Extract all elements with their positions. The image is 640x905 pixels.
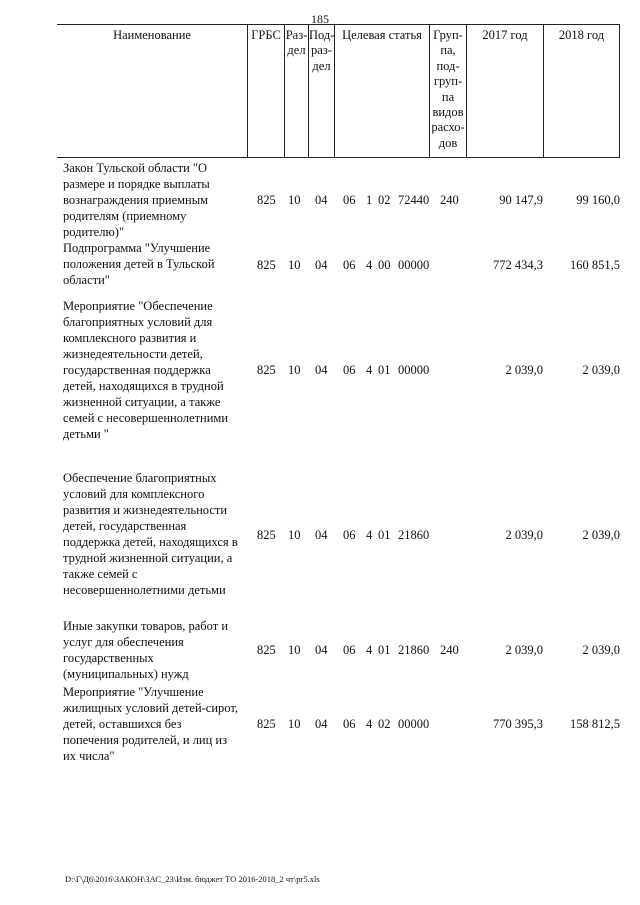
header-group-line: па	[441, 89, 455, 104]
row-name-line: комплексного развития и	[63, 331, 197, 345]
header-razdel-line: дел	[287, 43, 306, 58]
header-name-text: Наименование	[113, 28, 191, 42]
header-group-line: груп-	[433, 74, 463, 89]
header-podrazdel	[308, 25, 334, 157]
header-podrazdel-line: Под-	[309, 28, 335, 42]
row-name-line: Мероприятие "Обеспечение	[63, 299, 213, 313]
header-group	[429, 25, 466, 157]
row-name	[63, 298, 246, 442]
row-name-line: поддержка детей, находящихся в	[63, 535, 238, 549]
row-2018-value: 160 851,5	[570, 258, 620, 272]
row-name-line: размере и порядке выплаты	[63, 177, 210, 191]
row-target-program: 06	[343, 193, 356, 207]
header-grbs-text: ГРБС	[251, 28, 281, 42]
file-path-footer: D:\Г\Д6\2016\ЗАКОН\ЗАС_23\Изм. бюджет ТО 2016-2018_2 чт\pr5.xls	[65, 874, 320, 884]
row-target-program: 06	[343, 528, 356, 542]
header-podrazdel-line: раз-	[311, 43, 332, 58]
row-target-subprogram: 1	[366, 193, 373, 207]
row-podrazdel: 04	[315, 193, 328, 207]
header-2017	[466, 25, 543, 157]
row-name-line: детей, находящихся в трудной	[63, 379, 224, 393]
header-razdel	[284, 25, 308, 157]
row-name-line: жилищных условий детей-сирот,	[63, 701, 239, 715]
row-2018-value: 2 039,0	[582, 528, 620, 542]
row-target-code: 00000	[398, 717, 430, 731]
row-name-line: Мероприятие "Улучшение	[63, 685, 204, 699]
row-group: 240	[440, 193, 459, 207]
header-razdel-line: Раз-	[285, 28, 308, 42]
row-name-line: вознаграждения приемным	[63, 193, 209, 207]
row-2018-value: 2 039,0	[582, 363, 620, 377]
row-name-line: родителю)"	[63, 225, 125, 239]
row-2017-value: 770 395,3	[493, 717, 543, 731]
row-target-code: 00000	[398, 258, 430, 272]
row-podrazdel: 04	[315, 643, 328, 657]
header-target-text: Целевая статья	[342, 28, 422, 42]
row-razdel: 10	[288, 363, 301, 377]
row-name-line: области"	[63, 273, 110, 287]
row-name-line: также семей с	[63, 567, 138, 581]
row-name-line: их числа"	[63, 749, 115, 763]
row-2018-value: 99 160,0	[576, 193, 620, 207]
row-grbs: 825	[257, 258, 276, 272]
header-2017-text: 2017 год	[482, 28, 528, 42]
header-target	[334, 25, 429, 157]
row-name	[63, 240, 246, 288]
row-target-event: 00	[378, 258, 391, 272]
row-target-subprogram: 4	[366, 717, 373, 731]
row-target-event: 02	[378, 193, 391, 207]
row-grbs: 825	[257, 193, 276, 207]
row-target-subprogram: 4	[366, 643, 373, 657]
row-razdel: 10	[288, 643, 301, 657]
row-podrazdel: 04	[315, 363, 328, 377]
row-name-line: жизненной ситуации, а также	[63, 395, 221, 409]
header-name	[57, 25, 247, 157]
row-name-line: Подпрограмма "Улучшение	[63, 241, 211, 255]
row-target-code: 21860	[398, 643, 430, 657]
header-group-line: дов	[438, 135, 458, 150]
row-name-line: попечения родителей, и лиц из	[63, 733, 228, 747]
header-group-line: па,	[440, 43, 456, 58]
row-target-program: 06	[343, 258, 356, 272]
row-target-program: 06	[343, 717, 356, 731]
row-name	[63, 618, 246, 682]
row-target-program: 06	[343, 643, 356, 657]
row-name-line: Закон Тульской области "О	[63, 161, 208, 175]
row-razdel: 10	[288, 193, 301, 207]
row-name-line: родителям (приемному	[63, 209, 187, 223]
row-name-line: детей, государственная	[63, 519, 187, 533]
row-2017-value: 2 039,0	[505, 363, 543, 377]
row-name-line: благоприятных условий для	[63, 315, 213, 329]
row-razdel: 10	[288, 717, 301, 731]
row-name-line: положения детей в Тульской	[63, 257, 215, 271]
row-grbs: 825	[257, 363, 276, 377]
row-name-line: услуг для обеспечения	[63, 635, 184, 649]
row-name-line: (муниципальных) нужд	[63, 667, 189, 681]
header-group-line: Груп-	[433, 28, 463, 42]
row-name-line: семей с несовершеннолетними	[63, 411, 229, 425]
row-target-event: 01	[378, 528, 391, 542]
row-group: 240	[440, 643, 459, 657]
row-target-code: 00000	[398, 363, 430, 377]
row-podrazdel: 04	[315, 528, 328, 542]
page-number: 185	[311, 12, 329, 26]
row-grbs: 825	[257, 528, 276, 542]
row-target-subprogram: 4	[366, 528, 373, 542]
row-name-line: детьми "	[63, 427, 109, 441]
row-2018-value: 2 039,0	[582, 643, 620, 657]
row-grbs: 825	[257, 643, 276, 657]
row-podrazdel: 04	[315, 258, 328, 272]
row-name-line: развития и жизнедеятельности	[63, 503, 228, 517]
header-2018	[543, 25, 620, 157]
row-name-line: государственных	[63, 651, 154, 665]
row-target-program: 06	[343, 363, 356, 377]
row-razdel: 10	[288, 258, 301, 272]
row-name-line: трудной жизненной ситуации, а	[63, 551, 233, 565]
row-target-event: 01	[378, 363, 391, 377]
row-name-line: несовершеннолетними детьми	[63, 583, 226, 597]
header-grbs	[247, 25, 284, 157]
row-name	[63, 160, 246, 240]
row-2017-value: 2 039,0	[505, 643, 543, 657]
row-target-code: 72440	[398, 193, 430, 207]
row-name-line: условий для комплексного	[63, 487, 205, 501]
row-name	[63, 684, 246, 764]
header-group-line: расхо-	[431, 120, 465, 135]
row-name-line: жизнедеятельности детей,	[63, 347, 203, 361]
header-group-line: видов	[432, 105, 464, 120]
header-podrazdel-line: дел	[312, 58, 331, 73]
row-name	[63, 470, 246, 598]
row-2017-value: 90 147,9	[499, 193, 543, 207]
row-grbs: 825	[257, 717, 276, 731]
table-header	[57, 24, 620, 158]
row-target-event: 01	[378, 643, 391, 657]
row-podrazdel: 04	[315, 717, 328, 731]
row-razdel: 10	[288, 528, 301, 542]
row-name-line: Обеспечение благоприятных	[63, 471, 217, 485]
header-2018-text: 2018 год	[558, 28, 605, 42]
row-2017-value: 2 039,0	[505, 528, 543, 542]
row-name-line: государственная поддержка	[63, 363, 211, 377]
row-2017-value: 772 434,3	[493, 258, 543, 272]
row-target-subprogram: 4	[366, 258, 373, 272]
header-group-line: под-	[436, 58, 460, 73]
row-2018-value: 158 812,5	[570, 717, 620, 731]
row-target-event: 02	[378, 717, 391, 731]
row-name-line: детей, оставшихся без	[63, 717, 182, 731]
row-target-subprogram: 4	[366, 363, 373, 377]
row-target-code: 21860	[398, 528, 430, 542]
row-name-line: Иные закупки товаров, работ и	[63, 619, 229, 633]
